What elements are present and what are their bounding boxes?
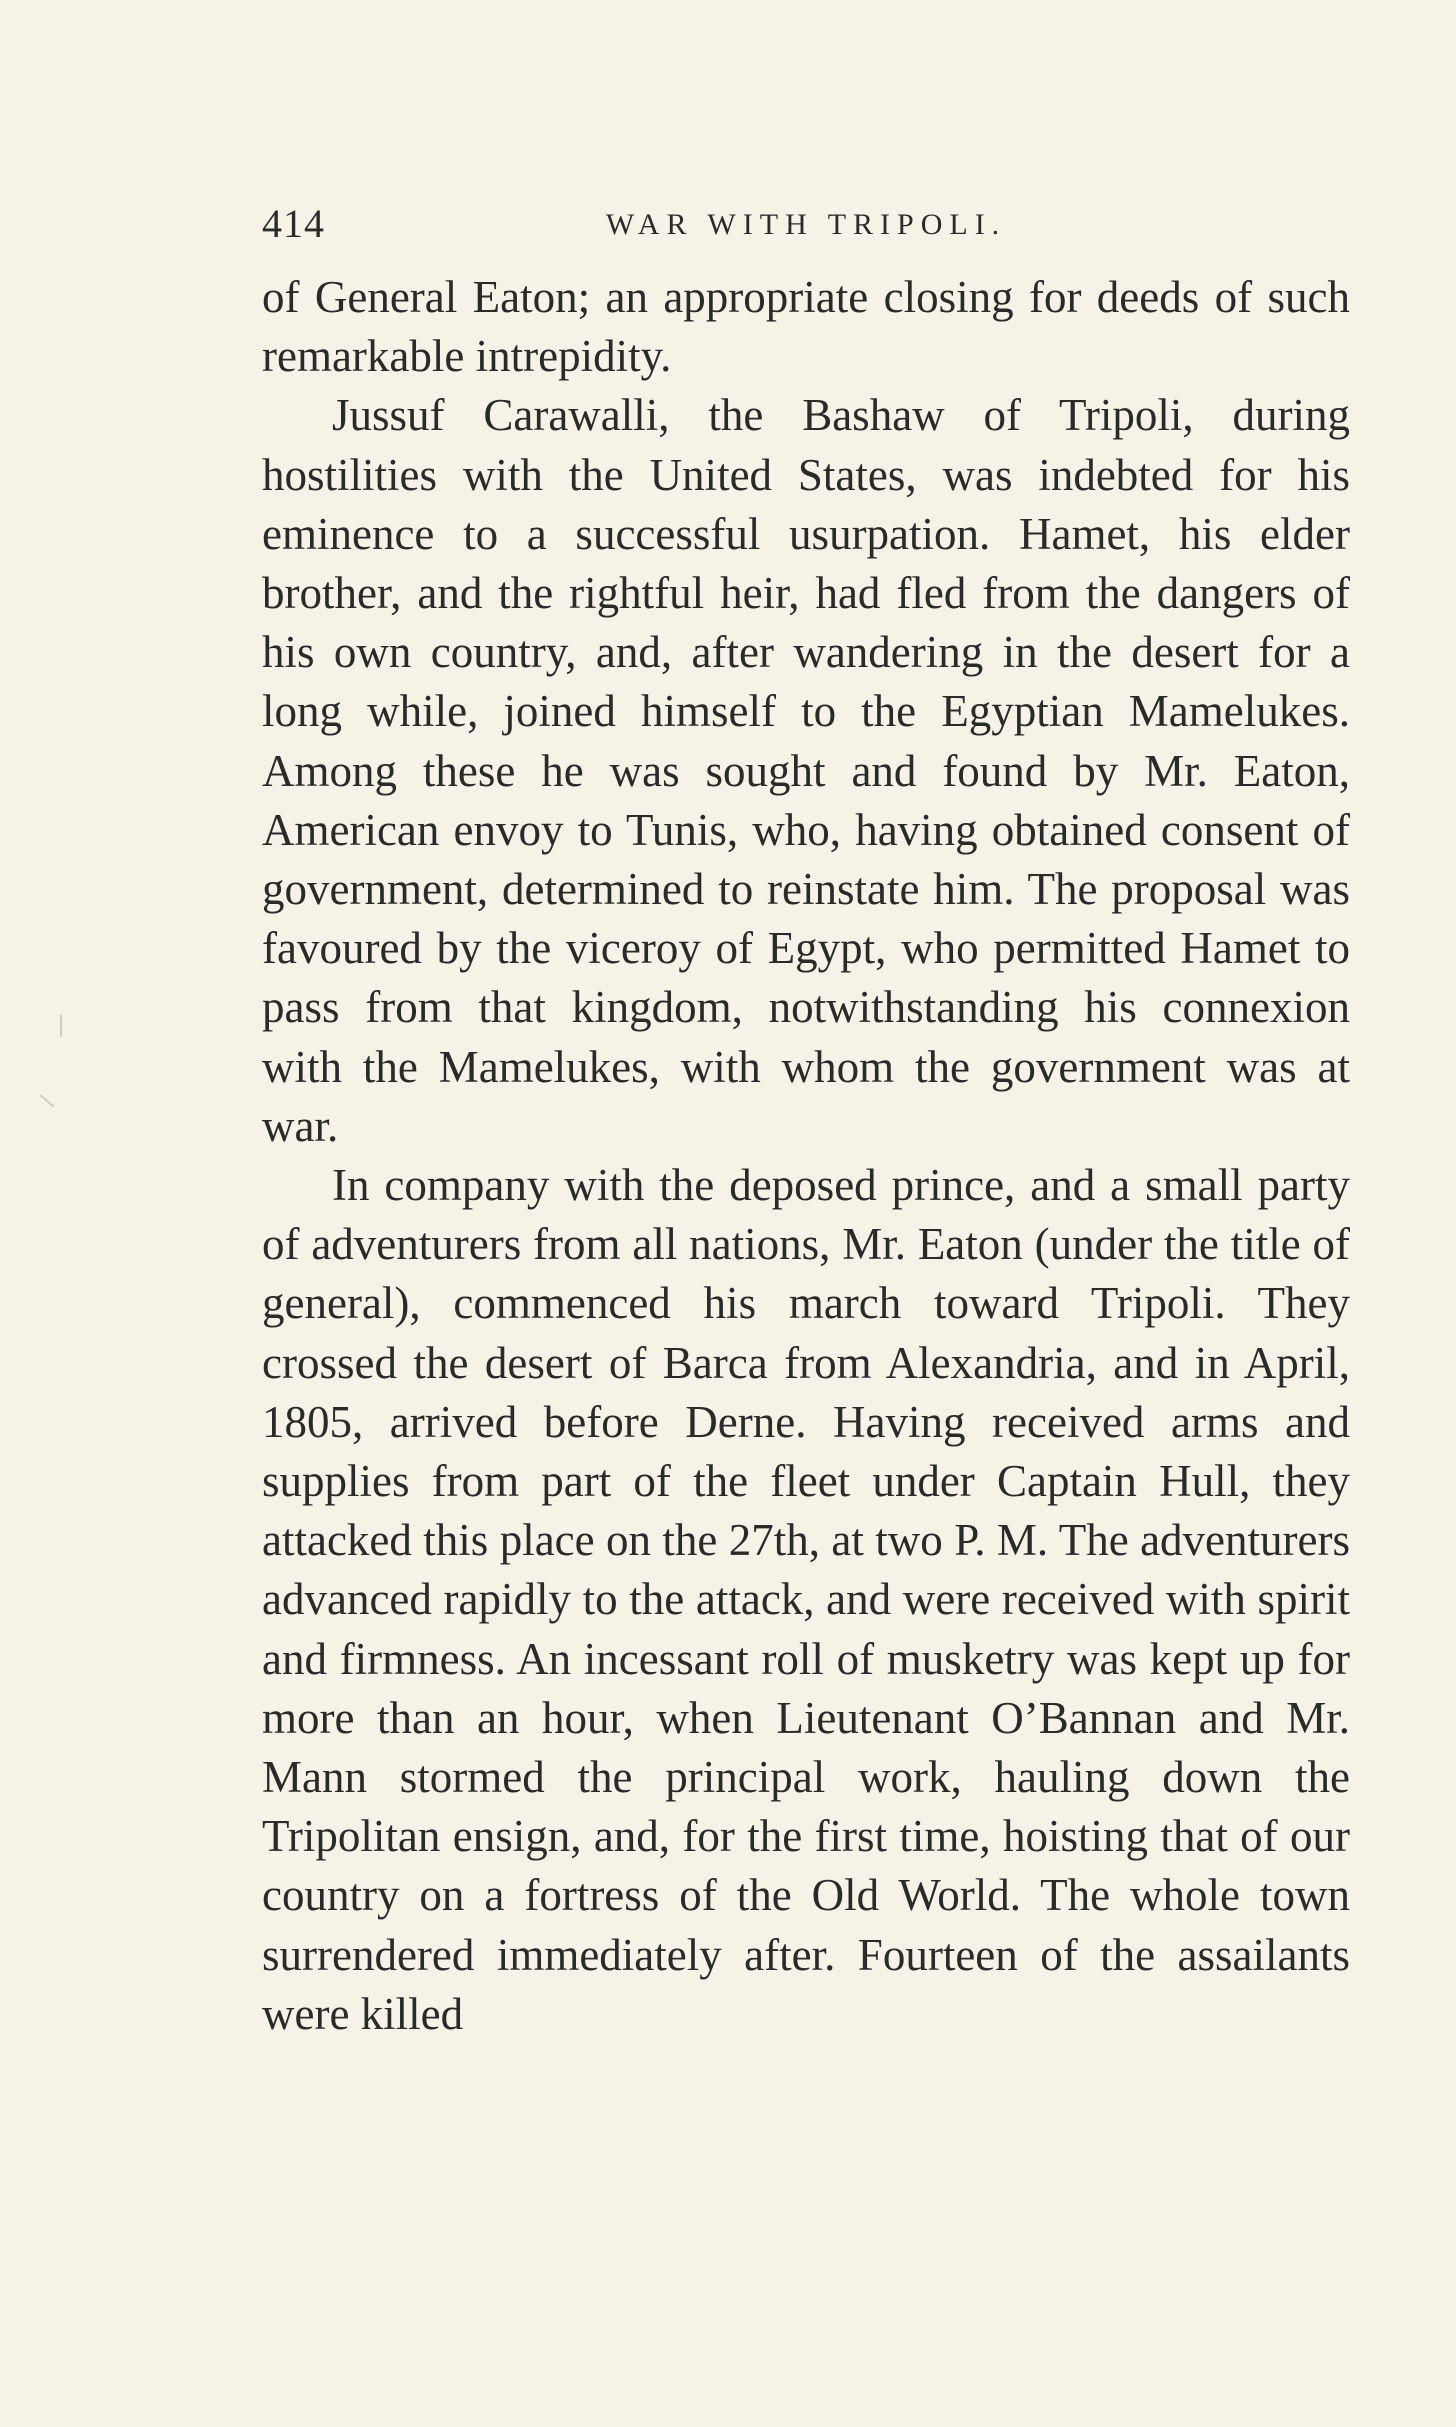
page-header	[262, 200, 1350, 260]
margin-mark	[60, 1015, 62, 1037]
paragraph-eaton-march: In company with the deposed prince, and a small party of adventurers from all nations, Mr. Eaton (under the title of general), commenced his march toward Tripoli. They crossed the desert of Barca from Alexandria, and in April, 1805, arrived before Derne. Having received arms and supplies from part of the fleet under Captain Hull, they attacked this place on the 27th, at two P. M. The adventurers advanced rapidly to the attack, and were received with spirit and firmness. An incessant roll of musketry was kept up for more than an hour, when Lieutenant O’Bannan and Mr. Mann stormed the principal work, hauling down the Tripolitan ensign, and, for the first time, hoisting that of our country on a fortress of the Old World. The whole town surrendered immediately after. Fourteen of the assailants were killed	[262, 1160, 1350, 2039]
margin-mark	[39, 1094, 54, 1107]
running-title: WAR WITH TRIPOLI.	[605, 208, 1007, 241]
paragraph-jussuf: Jussuf Carawalli, the Bashaw of Tripoli, during hostilities with the United States, was indebted for his eminence to a successful usurpation. Hamet, his elder brother, and the rightful heir, had fled from the dangers of his own country, and, after wandering in the desert for a long while, joined himself to the Egyptian Mamelukes. Among these he was sought and found by Mr. Eaton, American envoy to Tunis, who, having obtained consent of government, determined to reinstate him. The proposal was favoured by the viceroy of Egypt, who permitted Hamet to pass from that kingdom, notwithstanding his connexion with the Mamelukes, with whom the government was at war.	[262, 390, 1350, 1151]
body-text	[262, 268, 1350, 2044]
paragraph-continuation: of General Eaton; an appropriate closing for deeds of such remarkable intrepidity.	[262, 272, 1350, 382]
page-number: 414	[262, 201, 325, 246]
